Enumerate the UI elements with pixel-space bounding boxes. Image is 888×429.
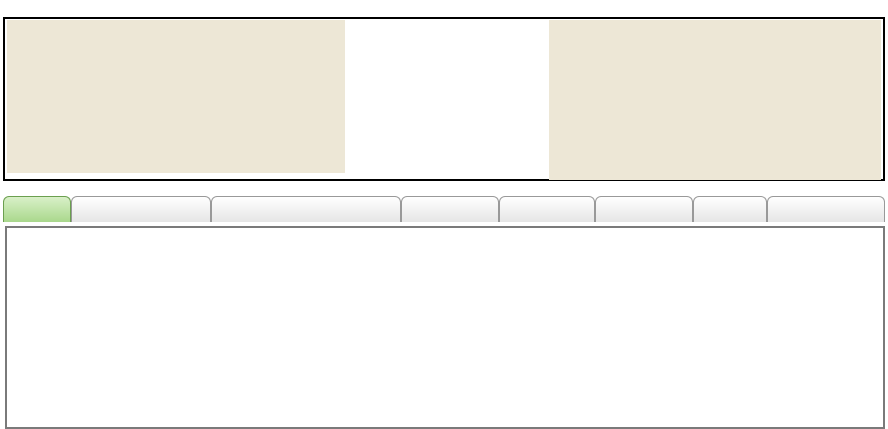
animal-detail-panel xyxy=(3,17,885,181)
tab-ownership[interactable] xyxy=(767,196,885,222)
tab-pedigree[interactable] xyxy=(499,196,595,222)
tab-bar xyxy=(3,196,885,222)
other-details-panel xyxy=(549,20,881,180)
tab-progeny[interactable] xyxy=(401,196,499,222)
animal-photo xyxy=(345,20,549,173)
identification-panel xyxy=(7,20,345,173)
tab-breeding[interactable] xyxy=(595,196,693,222)
tab-epds[interactable] xyxy=(3,196,71,222)
epd-grid xyxy=(5,226,885,429)
tab-performance-stats[interactable] xyxy=(211,196,401,222)
tab-dna[interactable] xyxy=(693,196,767,222)
tab-performance[interactable] xyxy=(71,196,211,222)
